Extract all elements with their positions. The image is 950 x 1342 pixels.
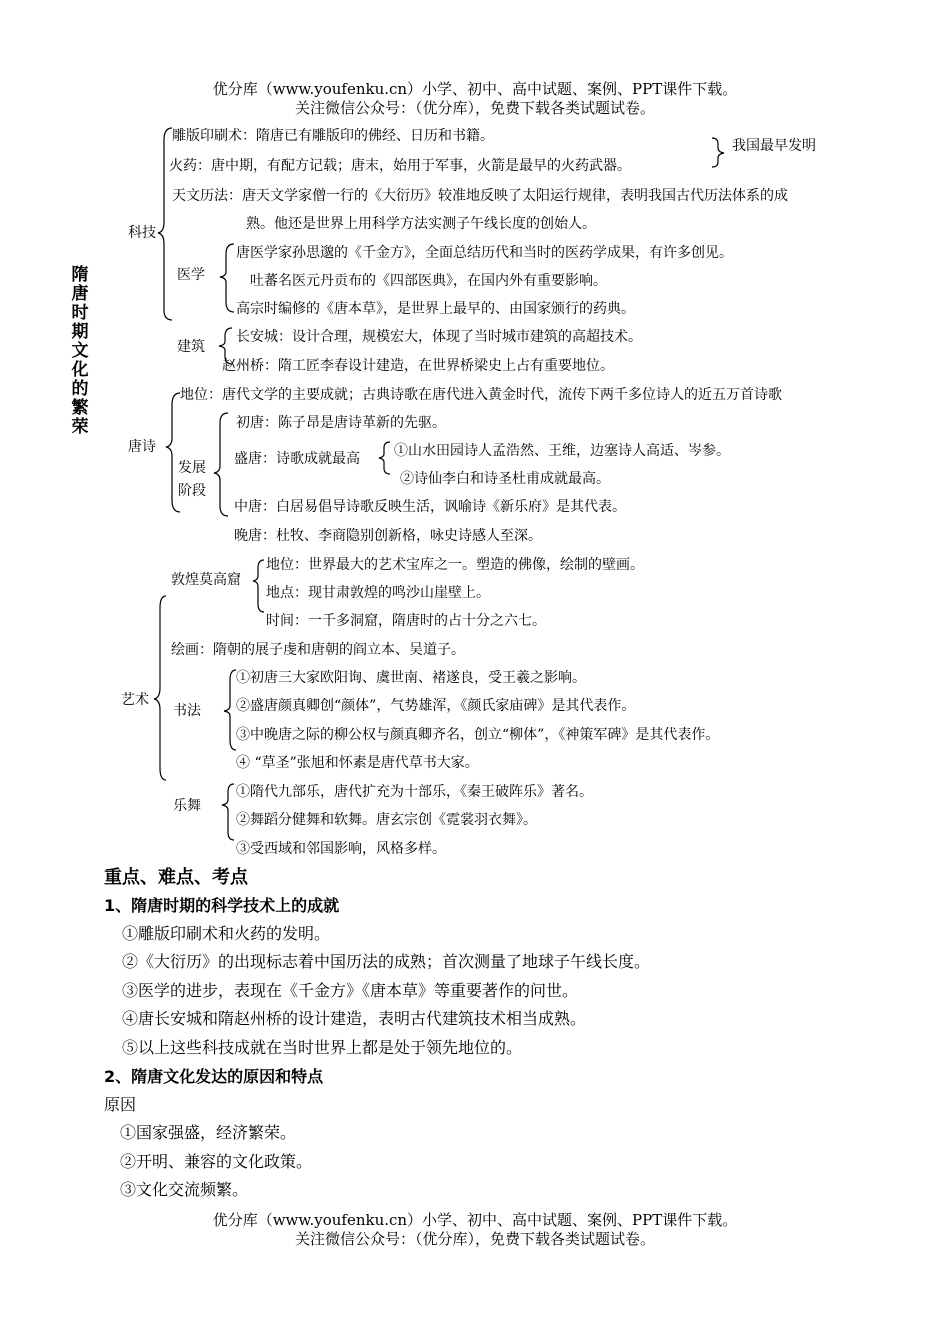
label-yuewu: 乐舞 <box>173 798 201 814</box>
reason-item: ②开明、兼容的文化政策。 <box>120 1152 313 1171</box>
section-1-item: ④唐长安城和隋赵州桥的设计建造，表明古代建筑技术相当成熟。 <box>122 1009 587 1028</box>
yishu-shufa-1: ①初唐三大家欧阳询、虞世南、褚遂良，受王羲之影响。 <box>236 670 586 686</box>
keji-earliest: 我国最早发明 <box>732 138 816 154</box>
section-1-item: ⑤以上这些科技成就在当时世界上都是处于领先地位的。 <box>122 1038 523 1057</box>
keji-yixue-3: 高宗时编修的《唐本草》，是世界上最早的、由国家颁行的药典。 <box>236 301 635 317</box>
keji-huoyao: 火药：唐中期，有配方记载；唐末，始用于军事，火箭是最早的火药武器。 <box>169 158 631 174</box>
yishu-yuewu-2: ②舞蹈分健舞和软舞。唐玄宗创《霓裳羽衣舞》。 <box>236 812 537 828</box>
tangshi-shengtang-1: ①山水田园诗人孟浩然、王维，边塞诗人高适、岑参。 <box>394 443 730 459</box>
section-1-item: ③医学的进步，表现在《千金方》《唐本草》等重要著作的问世。 <box>122 981 579 1000</box>
yishu-yuewu-3: ③受西域和邻国影响，风格多样。 <box>236 841 446 857</box>
label-stage-2: 阶段 <box>178 483 206 499</box>
brace-shufa <box>224 670 236 750</box>
yishu-dunhuang-1: 地位：世界最大的艺术宝库之一。塑造的佛像，绘制的壁画。 <box>266 557 644 573</box>
yishu-shufa-4: ④ “草圣”张旭和怀素是唐代草书大家。 <box>236 755 479 771</box>
reason-label: 原因 <box>104 1095 137 1114</box>
label-dunhuang: 敦煌莫高窟 <box>171 572 241 588</box>
yishu-yuewu-1: ①隋代九部乐，唐代扩充为十部乐，《秦王破阵乐》著名。 <box>236 784 593 800</box>
keji-yixue-2: 吐蕃名医元丹贡布的《四部医典》，在国内外有重要影响。 <box>250 273 607 289</box>
keji-tianwen-2: 熟。他还是世界上用科学方法实测子午线长度的创始人。 <box>246 216 596 232</box>
label-tangshi: 唐诗 <box>128 439 156 455</box>
section-1-item: ②《大衍历》的出现标志着中国历法的成熟；首次测量了地球子午线长度。 <box>122 952 651 971</box>
label-yixue: 医学 <box>177 267 205 283</box>
keji-jianzhu-1: 长安城：设计合理，规模宏大，体现了当时城市建筑的高超技术。 <box>236 329 642 345</box>
header-line-1: 优分库（www.youfenku.cn）小学、初中、高中试题、案例、PPT课件下载。 <box>212 80 738 98</box>
brace-stages <box>214 413 228 516</box>
header-line-2: 关注微信公众号：（优分库），免费下载各类试题试卷。 <box>294 99 655 117</box>
footer-line-1: 优分库（www.youfenku.cn）小学、初中、高中试题、案例、PPT课件下载。 <box>212 1211 738 1229</box>
section-1-title: 1、隋唐时期的科学技术上的成就 <box>104 896 340 915</box>
yishu-dunhuang-3: 时间：一千多洞窟，隋唐时的占十分之六七。 <box>266 613 546 629</box>
tangshi-shengtang-2: ②诗仙李白和诗圣杜甫成就最高。 <box>400 471 610 487</box>
label-shufa: 书法 <box>173 703 201 719</box>
brace-earliest <box>712 138 724 167</box>
keji-tianwen-1: 天文历法：唐天文学家僧一行的《大衍历》较准地反映了太阳运行规律，表明我国古代历法体系的成 <box>172 188 788 204</box>
brace-yixue <box>220 244 234 312</box>
brace-shengtang <box>379 442 390 474</box>
reason-item: ③文化交流频繁。 <box>120 1180 249 1199</box>
keji-jianzhu-2: 赵州桥：隋工匠李春设计建造，在世界桥梁史上占有重要地位。 <box>222 358 614 374</box>
yishu-dunhuang-2: 地点：现甘肃敦煌的鸣沙山崖壁上。 <box>266 585 490 601</box>
label-jianzhu: 建筑 <box>177 339 205 355</box>
section-1-item: ①雕版印刷术和火药的发明。 <box>122 924 331 943</box>
main-title-text: 隋唐时期文化的繁荣 <box>71 265 89 437</box>
tangshi-zhongtang: 中唐：白居易倡导诗歌反映生活，讽喻诗《新乐府》是其代表。 <box>234 499 626 515</box>
tangshi-wantang: 晚唐：杜牧、李商隐别创新格，咏史诗感人至深。 <box>234 528 542 544</box>
keji-yixue-1: 唐医学家孙思邈的《千金方》，全面总结历代和当时的医药学成果，有许多创见。 <box>236 245 733 261</box>
section-2-title: 2、隋唐文化发达的原因和特点 <box>104 1067 324 1086</box>
tangshi-shengtang-label: 盛唐：诗歌成就最高 <box>234 451 360 467</box>
footer-line-2: 关注微信公众号：（优分库），免费下载各类试题试卷。 <box>294 1230 655 1248</box>
brace-yuewu <box>222 784 234 840</box>
tangshi-diwei: 地位：唐代文学的主要成就；古典诗歌在唐代进入黄金时代，流传下两千多位诗人的近五万首诗歌 <box>180 387 782 403</box>
yishu-huihua: 绘画：隋朝的展子虔和唐朝的阎立本、吴道子。 <box>171 642 465 658</box>
brace-yishu <box>154 596 166 780</box>
key-points-title: 重点、难点、考点 <box>104 867 248 888</box>
yishu-shufa-3: ③中晚唐之际的柳公权与颜真卿齐名，创立“柳体”，《神策军碑》是其代表作。 <box>236 727 720 743</box>
label-keji: 科技 <box>128 225 156 241</box>
keji-diaoban: 雕版印刷术：隋唐已有雕版印的佛经、日历和书籍。 <box>172 128 494 144</box>
brace-dunhuang <box>253 560 264 612</box>
label-yishu: 艺术 <box>121 692 149 708</box>
yishu-shufa-2: ②盛唐颜真卿创“颜体”，气势雄浑，《颜氏家庙碑》是其代表作。 <box>236 698 636 714</box>
reason-item: ①国家强盛，经济繁荣。 <box>120 1123 297 1142</box>
label-stage-1: 发展 <box>178 460 206 476</box>
tangshi-chutang: 初唐：陈子昂是唐诗革新的先驱。 <box>236 415 446 431</box>
